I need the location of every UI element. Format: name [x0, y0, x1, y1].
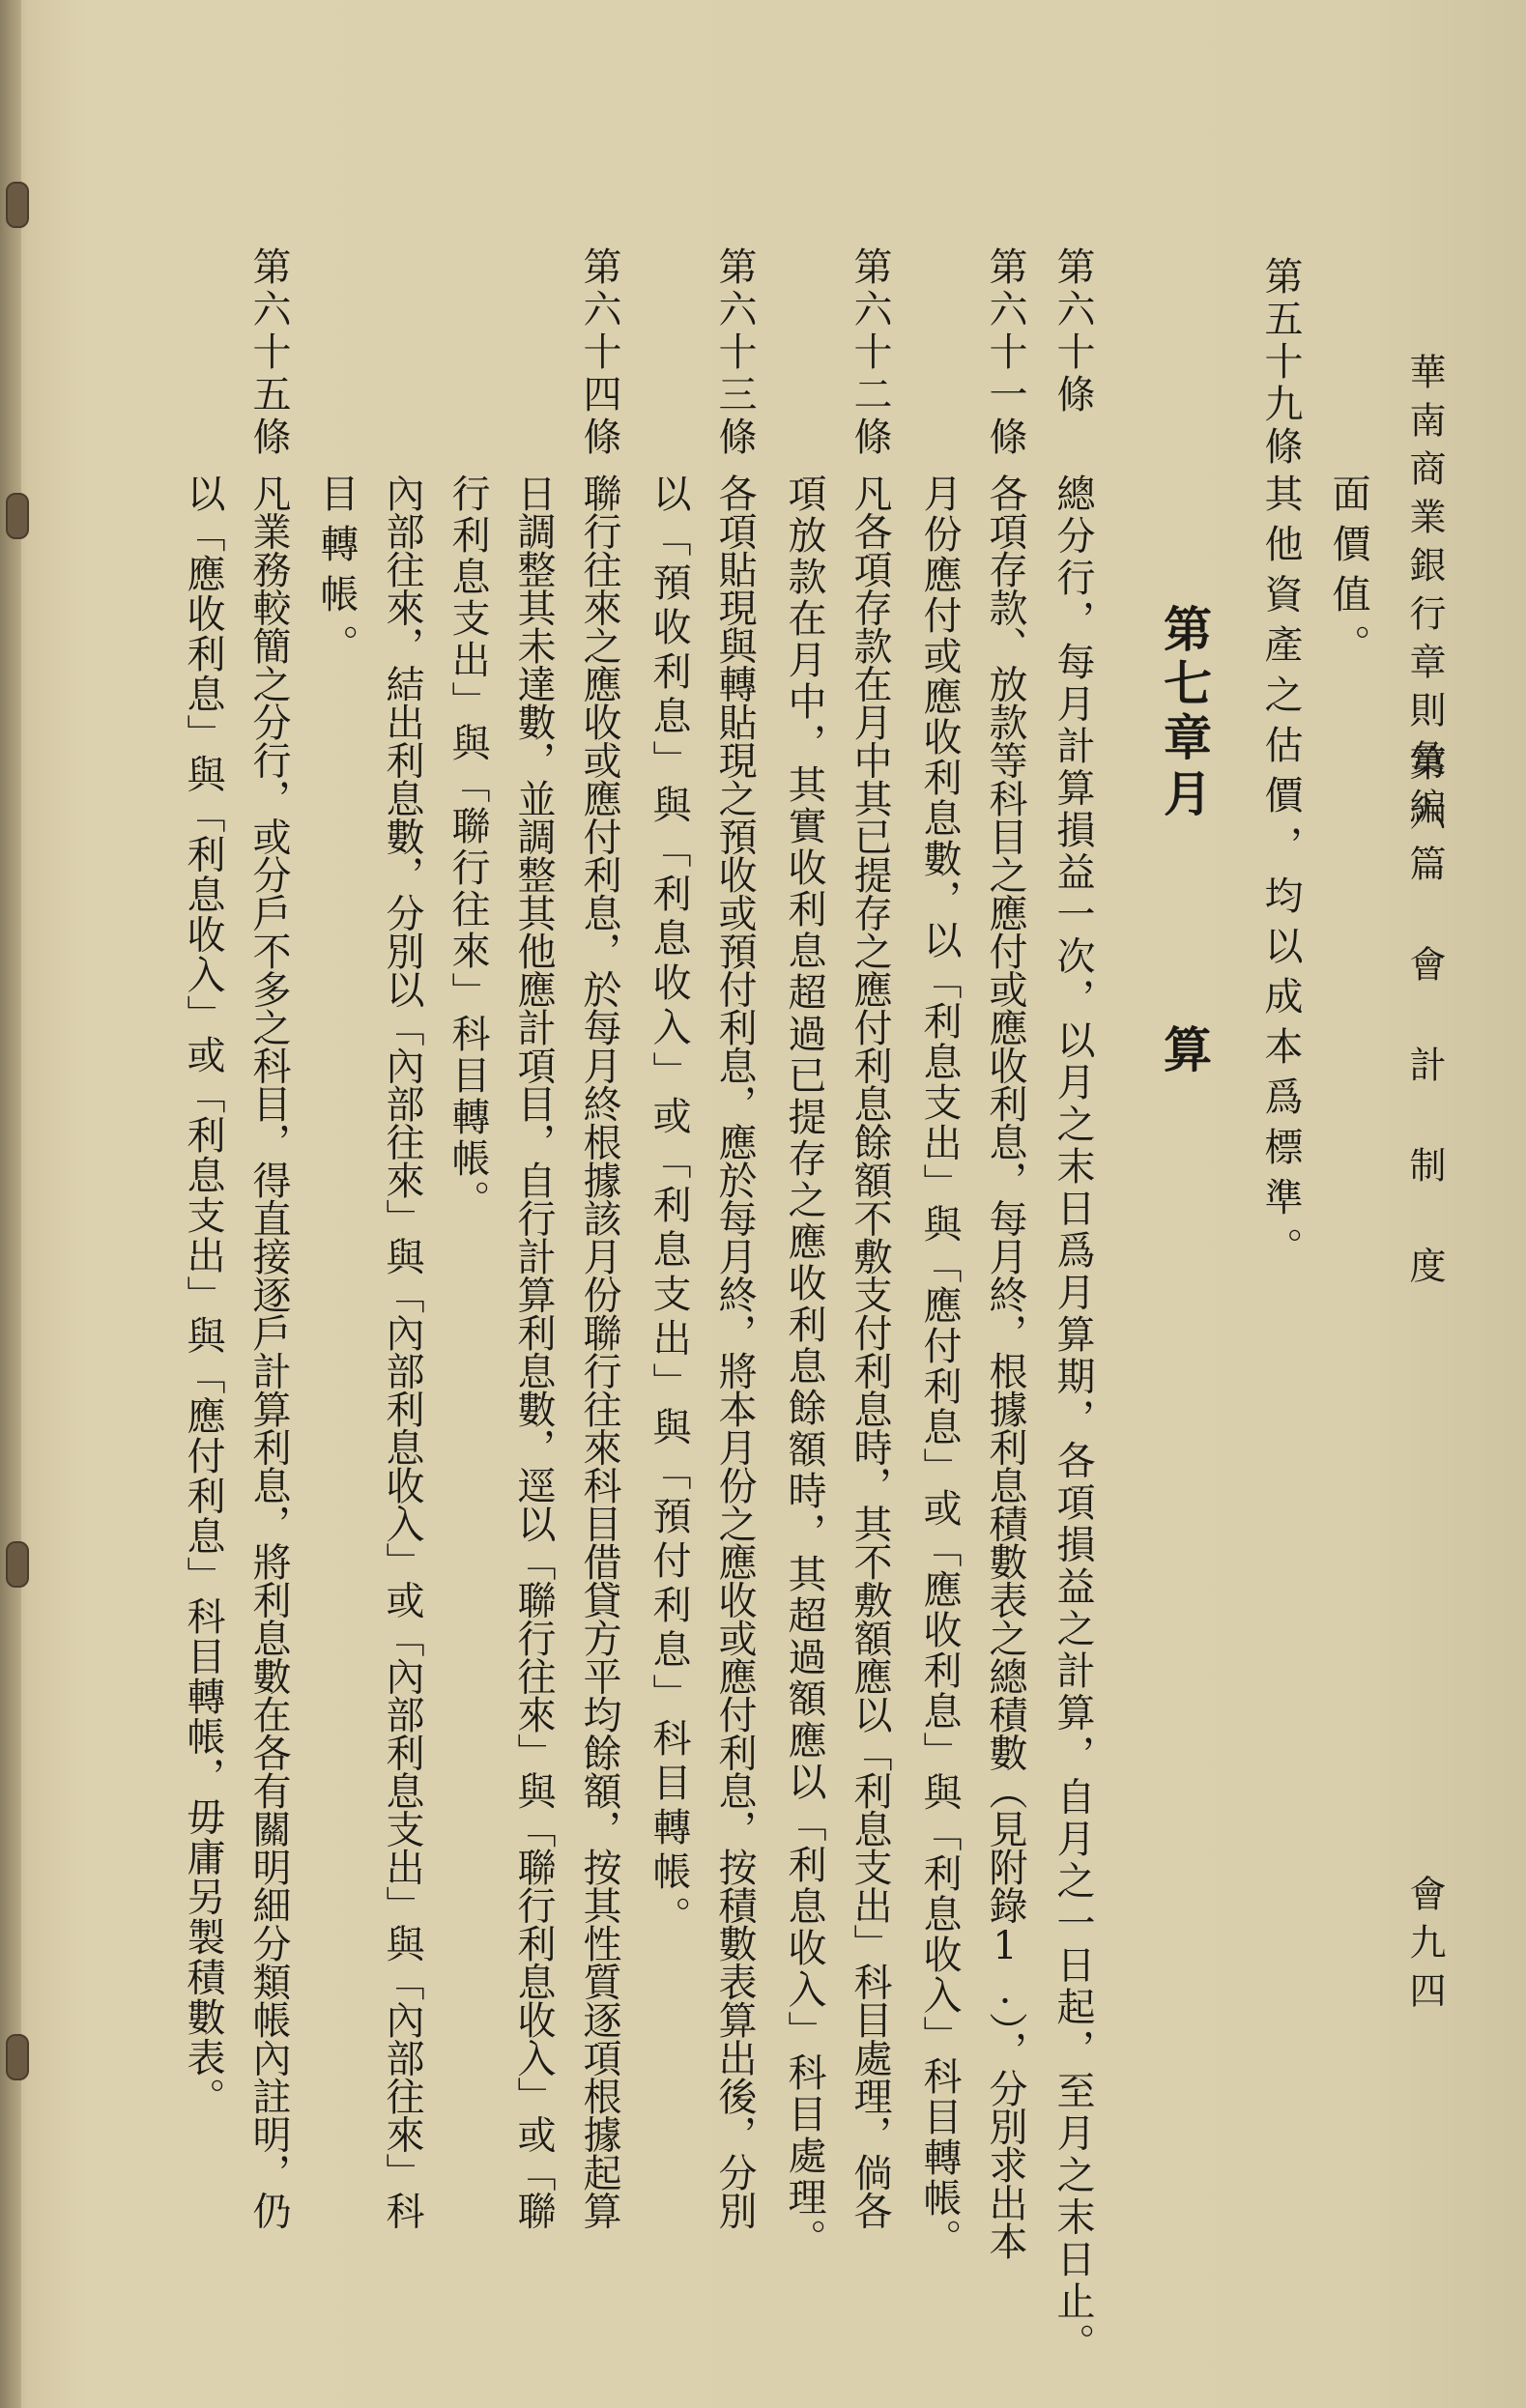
binding-hole [6, 1541, 29, 1588]
article-64-number: 第六十四條 [577, 246, 621, 459]
article-65-number: 第六十五條 [246, 246, 291, 459]
previous-article-tail: 面價值。 [1326, 473, 1370, 674]
binding-hole [6, 182, 29, 228]
article-64-line1: 聯行往來之應收或應付利息，於每月終根據該月份聯行往來科目借貸方平均餘額，按其性質逐項根據起算 [577, 473, 621, 2229]
article-63-number: 第六十三條 [712, 246, 757, 459]
internal-accounts-line1: 內部往來，結出利息數，分別以「內部往來」與「內部利息收入」或「內部利息支出」與「內部往來」科 [380, 473, 424, 2229]
article-59-text: 其他資產之估價，均以成本爲標準。 [1258, 473, 1303, 1277]
binding-hole [6, 493, 29, 539]
internal-accounts-line2: 目轉帳。 [314, 473, 359, 674]
binding-hole [6, 2034, 29, 2080]
book-title: 華南商業銀行章則彙編 [1403, 353, 1446, 836]
article-65-line1: 凡業務較簡之分行，或分戶不多之科目，得直接逐戶計算利息，將利息數在各有關明細分類帳內註明，仍 [246, 473, 291, 2229]
article-65-line2: 以「應收利息」與「利息收入」或「利息支出」與「應付利息」科目轉帳，毋庸另製積數表。 [181, 473, 225, 2118]
article-64-line3: 行利息支出」與「聯行往來」科目轉帳。 [446, 473, 490, 1221]
article-64-line2: 日調整其未達數，並調整其他應計項目，自行計算利息數，逕以「聯行往來」與「聯行利息收入」或「聯 [511, 473, 556, 2229]
article-61-line2: 月份應付或應收利息數，以「利息支出」與「應付利息」或「應收利息」與「利息收入」科目轉帳。 [917, 473, 962, 2259]
article-62-number: 第六十二條 [848, 246, 892, 459]
chapter-title-char2: 算 [1156, 1024, 1213, 1078]
chapter-number: 第七章 [1156, 604, 1213, 766]
article-60-text: 總分行，每月計算損益一次，以月之末日爲月算期，各項損益之計算，自月之一日起，至月之末日止。 [1051, 473, 1095, 2365]
article-62-line1: 凡各項存款在月中其已提存之應付利息餘額不敷支付利息時，其不敷額應以「利息支出」科目處理，倘各 [848, 473, 892, 2229]
article-62-line2: 項放款在月中，其實收利息超過已提存之應收利息餘額時，其超過額應以「利息收入」科目處理。 [782, 473, 826, 2260]
article-63-line1: 各項貼現與轉貼現之預收或預付利息，應於每月終，將本月份之應收或應付利息，按積數表算出後，分別 [712, 473, 757, 2229]
article-61-number: 第六十一條 [983, 246, 1027, 459]
chapter-title-char1: 月 [1156, 768, 1213, 822]
article-63-line2: 以「預收利息」與「利息收入」或「利息支出」與「預付利息」科目轉帳。 [647, 473, 691, 1940]
page-number: 會九四 [1403, 1875, 1446, 2020]
section-title: 第六篇 會 計 制 度 [1403, 744, 1446, 1297]
article-60-number: 第六十條 [1051, 246, 1095, 416]
article-61-line1: 各項存款、放款等科目之應付或應收利息，每月終，根據利息積數表之總積數（見附錄1.），分別求出本 [983, 473, 1027, 2260]
article-59-number: 第五十九條 [1258, 256, 1303, 469]
